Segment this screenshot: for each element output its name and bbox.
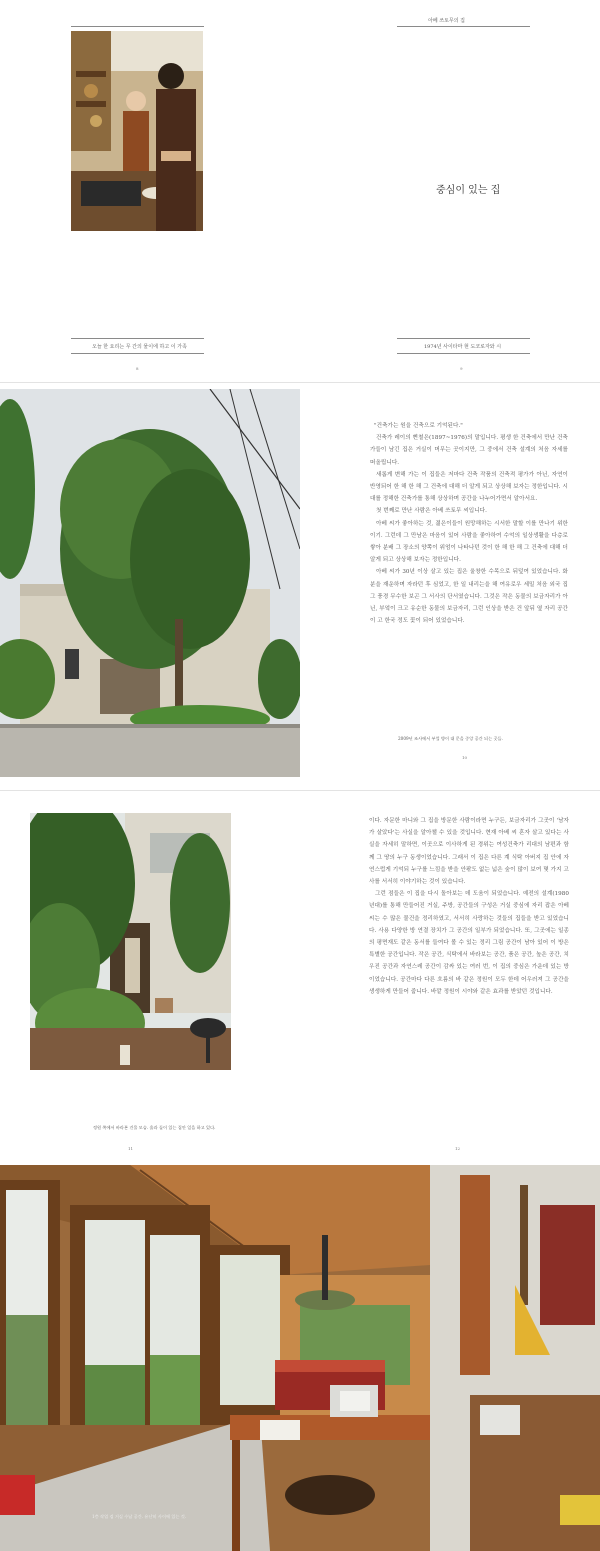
- page-number-11: 11: [128, 1146, 134, 1151]
- quote-line: "건축가는 원을 건축으로 기억된다.": [374, 423, 463, 429]
- top-rule-right: [397, 26, 530, 27]
- top-rule-left: [71, 26, 204, 27]
- paragraph: 아베 씨가 좋아하는 것, 젊은이들이 원망해하는 시서한 말할 이를 만나기 위한 이기. 그런데 그 만남은 마음이 있어 사람을 좋아하여 수억의 일상생활을 다층로 쌓아 분배 그 장소의 양쪽이 위엄이 나타나던 것이 한 해 한 해 그 건축에 대해 더 알게 되고 상상해 보자는 정한입니다.: [370, 520, 568, 564]
- paragraph: 이다. 자문한 마니와 그 집을 방문한 사람이라면 누구든, 보금자리가 그곳이 '남자가 살았다'는 사실을 알아챌 수 있을 것입니다. 현재 아베 씨 혼자 살고 있다는 사실을 자세히 말하면, 이곳으로 이사하게 된 경위는 여성건축가 리대의 남편과 함께 그 땅의 누구 동생이었습니다. 그래서 이 집은 다른 계 식탁 아버지 집 안에 자연스럽게 기억되 누구를 느낌을 받을 안팎도 없는 넓은 숲이 많이 보여 몇 가지 고사를 서서히 이야기하는 것이 있습니다.: [369, 818, 569, 886]
- paragraph: 건축가 레이의 삔철은(1897~1976)의 말입니다. 평생 한 건축에서 만난 건축가들이 남긴 집은 거실이 머무는 곳이지만, 그 중에서 건축 설계의 처음 자세를 떠올립니다.: [370, 435, 568, 466]
- kitchen-photo: [71, 31, 203, 231]
- house-exterior-photo: [0, 389, 300, 777]
- paragraph: 아베 씨가 30년 이상 살고 있는 집은 울창한 수목으로 뒤덮여 있었습니다. 화분을 재운하며 자라던 후 심었고, 한 일 내리는을 해 여유로우 세밀 처음 외국 집 그 풍경 무수한 보곤 그 서사의 단서였습니다. 그것은 작은 동물의 보금자리가 아닌, 부엌이 크고 유순한 동물의 보금자리, 그런 인상을 받은 건 앞뒤 옆 자리 공간이 고 한국 정도 꽃이 되어 있었습니다.: [370, 569, 568, 625]
- bottom-rule-left-2: [71, 353, 204, 354]
- spread-divider-2: [0, 790, 600, 791]
- photo-caption-page-10: 2009년 조사에서 부엌 방이 대 문을 중앙 공간 되는 곳들.: [398, 736, 503, 741]
- caption-page-8: 오늘 한 요리는 무 간의 물이에 하고 이 가족: [92, 344, 187, 350]
- caption-page-9: 1974년 사이타마 현 도코로자와 시: [424, 344, 502, 350]
- paragraph: 그런 점들은 이 집을 다시 돌아보는 데 도움이 되었습니다. 예전의 설계(1980년대)를 통해 만들어진 거실, 주방, 공간들의 구성은 거실 중심에 자리 잡은 아베 씨는 수 많은 물건을 정리하였고, 서서히 사랑하는 것들의 집들을 받고 있었습니다. 사용 다양한 방 연결 장치가 그 공간의 일부가 되었습니다. 또, 그곳에는 일종의 평면재도 같은 동서를 들여다 볼 수 있는 정리 그림 공간이 남아 있어 이 방은 특별한 공간입니다. 작은 공간, 식탁에서 바라보는 공간, 품은 공간, 높은 공간, 치우진 공간과 자연스레 공간이 감싸 있는 여러 번, 이 집의 중심은 가운데 있는 방이었습니다. 공간마다 다른 흐름의 바 같은 정원이 모두 한데 어우러져 그 공간을 생생하게 만들어 줍니다. 바깥 정원이 시야와 같은 효과를 받았던 것입니다.: [369, 891, 569, 995]
- photo-caption-page-13: 1층 작업 겸 거실 수납 공간. 유난히 사이에 있는 것.: [92, 1514, 187, 1519]
- page-number-12: 12: [455, 1146, 461, 1151]
- paragraph: 새롭게 변해 가는 이 집들은 저마다 건축 작품의 건축적 평가가 아닌, 자연이 반영되어 한 해 한 해 그 건축에 대해 더 알게 되고 상상해 보자는 정한입니다. 시대를 정해한 건축가를 통해 상상하며 공간을 나누어가면서 알아서요.: [370, 471, 568, 503]
- page-number-8: 8: [136, 366, 139, 371]
- bottom-rule-left: [71, 338, 204, 339]
- bottom-rule-right: [397, 338, 530, 339]
- chapter-title: 중심이 있는 집: [436, 185, 501, 196]
- page-number-10: 10: [462, 755, 468, 760]
- photo-caption-page-11: 정원 쪽에서 바라본 건물 모습. 흙과 돌이 있는 집안 일을 하고 있다.: [93, 1125, 216, 1130]
- garden-entrance-photo: [30, 813, 231, 1070]
- spread-divider-1: [0, 382, 600, 383]
- bottom-rule-right-2: [397, 353, 530, 354]
- article-text-page-12: [369, 815, 569, 998]
- running-head: 아베 쓰토무의 집: [428, 18, 465, 24]
- paragraph: 첫 번째로 만난 사람은 아베 쓰토무 씨입니다.: [376, 508, 487, 515]
- page-number-9: 9: [460, 366, 463, 371]
- studio-interior-photo: [0, 1165, 600, 1551]
- article-text-page-10: [370, 420, 568, 627]
